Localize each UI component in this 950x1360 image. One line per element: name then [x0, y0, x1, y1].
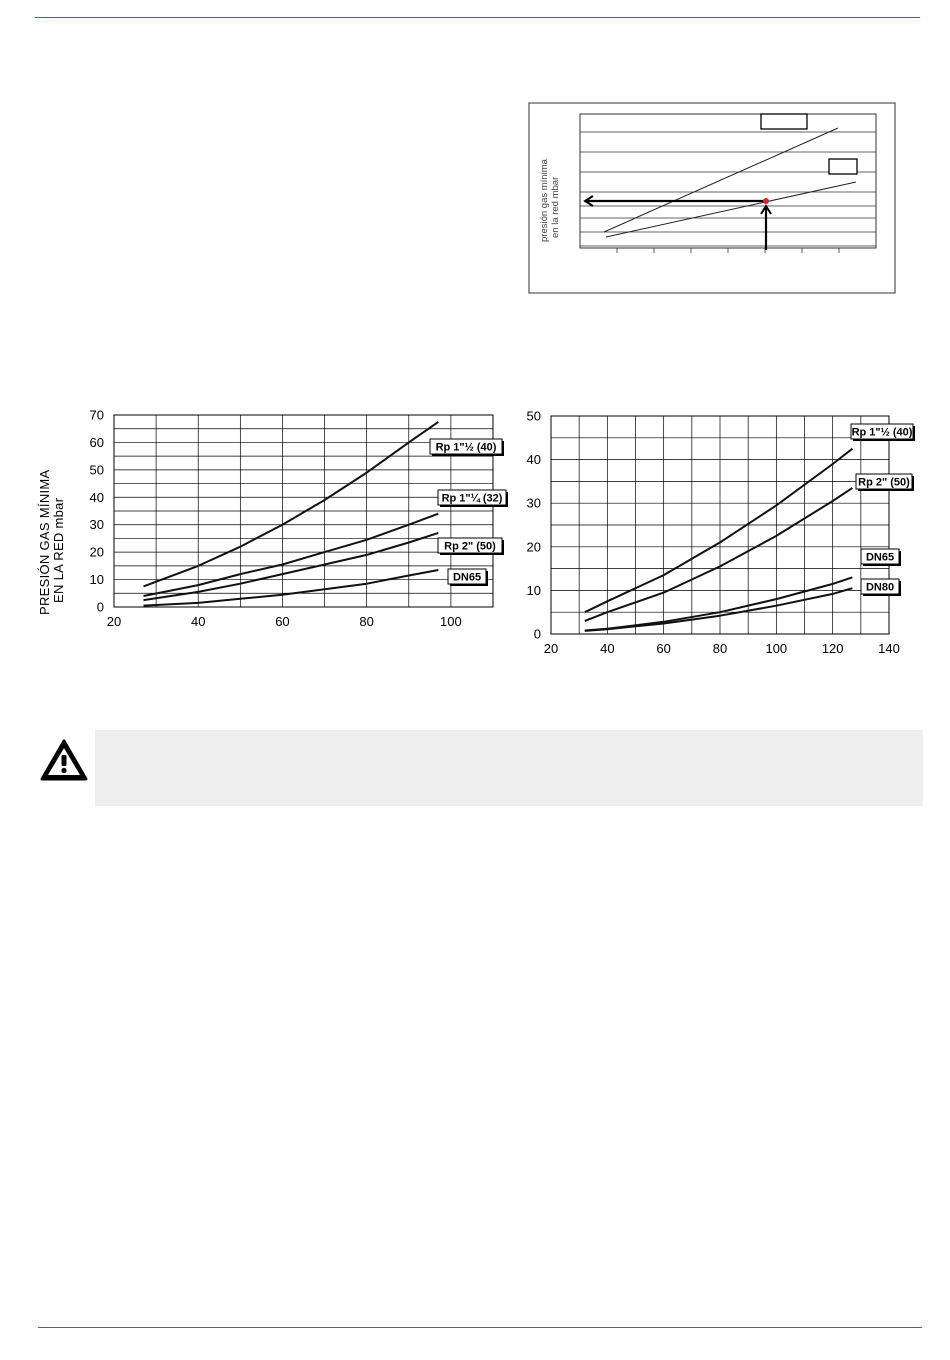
chart-2: [510, 395, 913, 665]
legend-tag: [430, 439, 504, 456]
chart-2-xticks: [544, 641, 900, 656]
chart-1-ylabel: [37, 469, 66, 615]
x-tick-label: 40: [600, 641, 615, 656]
x-tick-label: 120: [821, 641, 844, 656]
series-line: [144, 514, 439, 596]
x-tick-label: 100: [765, 641, 788, 656]
x-tick-label: 140: [878, 641, 900, 656]
y-tick-label: 70: [89, 407, 104, 423]
y-tick-label: 40: [89, 489, 104, 505]
y-tick-label: 10: [89, 572, 104, 588]
legend-tag: [438, 538, 504, 555]
series-line: [585, 488, 853, 621]
series-line: [585, 588, 853, 631]
legend-tag: [861, 579, 901, 596]
series-line: [585, 449, 853, 613]
example-frame: [529, 103, 895, 293]
y-tick-label: 20: [89, 544, 104, 560]
chart-2-yticks: [527, 409, 541, 642]
y-tick-label: 0: [533, 626, 541, 642]
chart-1-ylabel-line1: PRESIÓN GAS MÍNIMA: [37, 469, 52, 615]
series-line: [144, 533, 439, 600]
legend-tag-label: Rp 1"½ (40): [435, 441, 497, 454]
example-label-box-upper: [761, 114, 807, 129]
legend-tag-label: Rp 2" (50): [444, 540, 496, 553]
series-line: [585, 577, 853, 630]
legend-tag-label: DN65: [865, 551, 895, 564]
example-chart: [528, 102, 898, 298]
y-tick-label: 30: [89, 517, 104, 533]
y-tick-label: 10: [526, 582, 541, 598]
chart-1-yticks: [90, 408, 104, 615]
x-tick-label: 80: [712, 641, 728, 656]
warning-panel: [95, 730, 923, 806]
x-tick-label: 40: [190, 614, 206, 629]
warning-icon: [40, 738, 88, 782]
y-tick-label: 0: [96, 599, 104, 615]
x-tick-label: 20: [543, 641, 559, 656]
y-tick-label: 20: [526, 539, 541, 555]
x-tick-label: 60: [275, 614, 290, 629]
chart-1-ylabel-line2: EN LA RED mbar: [51, 497, 66, 603]
legend-tag-label: DN65: [452, 571, 482, 584]
example-ylabel-line2: en la red mbar: [550, 176, 561, 238]
chart-2-grid: [551, 416, 889, 634]
legend-tag-label: Rp 1"½ (40): [851, 426, 913, 439]
example-label-box-lower: [829, 159, 857, 174]
chart-1-legend-tags: [430, 439, 508, 586]
legend-tag: [856, 474, 914, 491]
chart-1-xticks: [107, 614, 462, 629]
legend-tag-label: Rp 1"¼ (32): [441, 492, 503, 505]
y-tick-label: 50: [526, 408, 541, 424]
y-tick-label: 50: [89, 462, 104, 478]
legend-tag-label: DN80: [865, 581, 895, 594]
legend-tag: [438, 490, 508, 507]
legend-tag: [851, 424, 915, 441]
bottom-rule: [38, 1327, 922, 1328]
chart-1: [30, 395, 510, 645]
x-tick-label: 80: [359, 614, 374, 629]
legend-tag-label: Rp 2" (50): [858, 476, 910, 489]
top-rule: [35, 17, 920, 18]
chart-2-series: [585, 449, 853, 631]
x-tick-label: 20: [106, 614, 122, 629]
legend-tag: [448, 569, 488, 586]
y-tick-label: 60: [89, 434, 104, 450]
legend-tag: [861, 549, 901, 566]
chart-1-series: [144, 422, 439, 606]
y-tick-label: 30: [526, 495, 541, 511]
example-ylabel-line1: presión gas mínima: [539, 159, 550, 242]
y-tick-label: 40: [526, 452, 541, 468]
example-intersection-point: [763, 198, 769, 204]
x-tick-label: 60: [656, 641, 671, 656]
x-tick-label: 100: [440, 614, 462, 629]
